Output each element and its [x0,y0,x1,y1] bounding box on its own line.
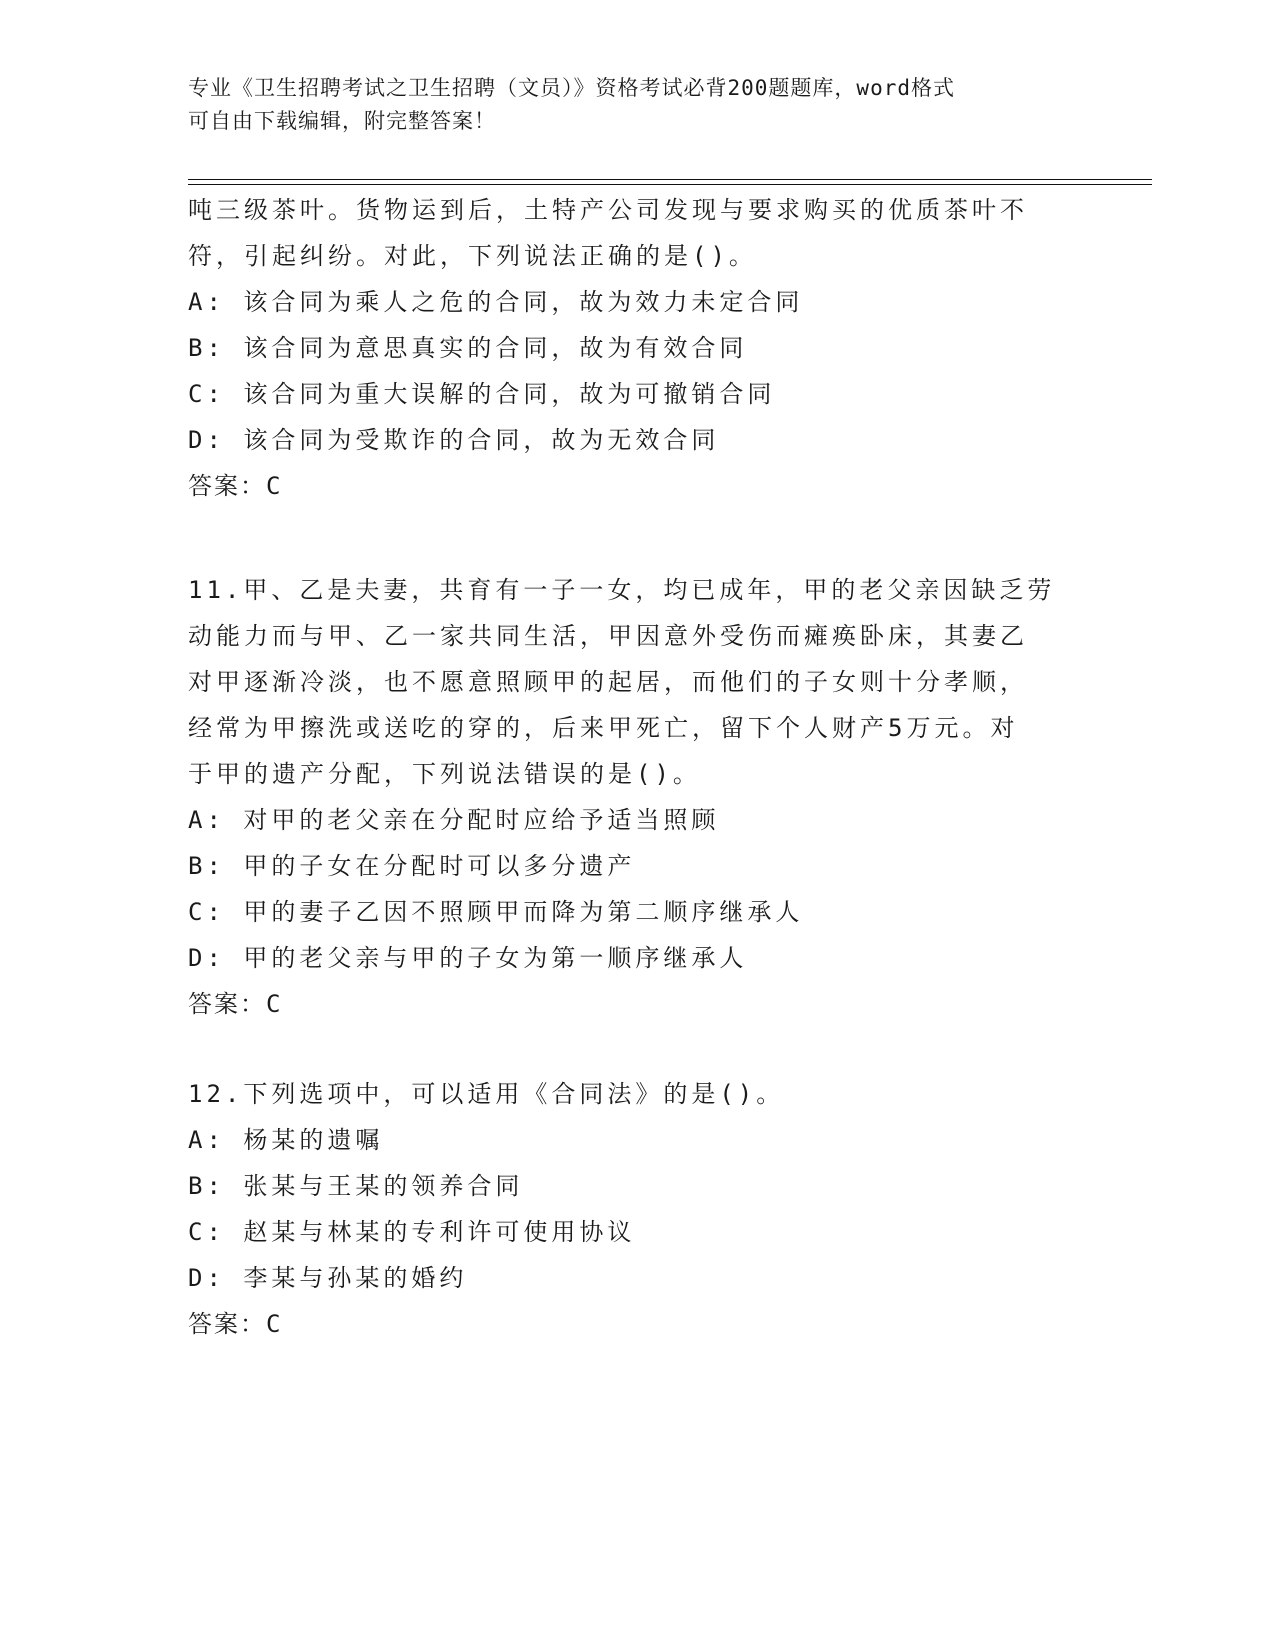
option-c: C: 赵某与林某的专利许可使用协议 [188,1218,636,1246]
option-d: D: 李某与孙某的婚约 [188,1264,468,1292]
option-c: C: 该合同为重大误解的合同，故为可撤销合同 [188,380,776,408]
question-text-line: 符，引起纠纷。对此，下列说法正确的是()。 [188,242,757,270]
option-b: B: 甲的子女在分配时可以多分遗产 [188,852,636,880]
header-title-line-1: 专业《卫生招聘考试之卫生招聘（文员）》资格考试必背200题题库，word格式 [188,76,955,100]
header-divider-bottom [188,184,1152,185]
header-title-line-2: 可自由下载编辑，附完整答案！ [188,109,496,133]
question-list [188,187,1088,1347]
question-text-line: 对甲逐渐冷淡，也不愿意照顾甲的起居，而他们的子女则十分孝顺， [188,668,1028,696]
option-c: C: 甲的妻子乙因不照顾甲而降为第二顺序继承人 [188,898,804,926]
question-text-line: 吨三级茶叶。货物运到后，土特产公司发现与要求购买的优质茶叶不 [188,196,1028,224]
option-a: A: 杨某的遗嘱 [188,1126,384,1154]
question-text-line: 11.甲、乙是夫妻，共育有一子一女，均已成年，甲的老父亲因缺乏劳 [188,576,1056,604]
document-header [188,72,1088,138]
answer-label: 答案：C [188,472,283,500]
option-b: B: 张某与王某的领养合同 [188,1172,524,1200]
option-d: D: 甲的老父亲与甲的子女为第一顺序继承人 [188,944,748,972]
question-10 [188,187,1088,509]
question-text-line: 动能力而与甲、乙一家共同生活，甲因意外受伤而瘫痪卧床，其妻乙 [188,622,1028,650]
question-text-line: 于甲的遗产分配，下列说法错误的是()。 [188,760,701,788]
option-b: B: 该合同为意思真实的合同，故为有效合同 [188,334,748,362]
question-12 [188,1071,1088,1347]
spacer [188,1027,1088,1071]
answer-label: 答案：C [188,990,283,1018]
header-divider-top [188,179,1152,180]
option-a: A: 该合同为乘人之危的合同，故为效力未定合同 [188,288,804,316]
option-a: A: 对甲的老父亲在分配时应给予适当照顾 [188,806,720,834]
question-text-line: 12.下列选项中，可以适用《合同法》的是()。 [188,1080,785,1108]
option-d: D: 该合同为受欺诈的合同，故为无效合同 [188,426,720,454]
question-text-line: 经常为甲擦洗或送吃的穿的，后来甲死亡，留下个人财产5万元。对 [188,714,1019,742]
answer-label: 答案：C [188,1310,283,1338]
spacer [188,509,1088,567]
question-11 [188,567,1088,1027]
